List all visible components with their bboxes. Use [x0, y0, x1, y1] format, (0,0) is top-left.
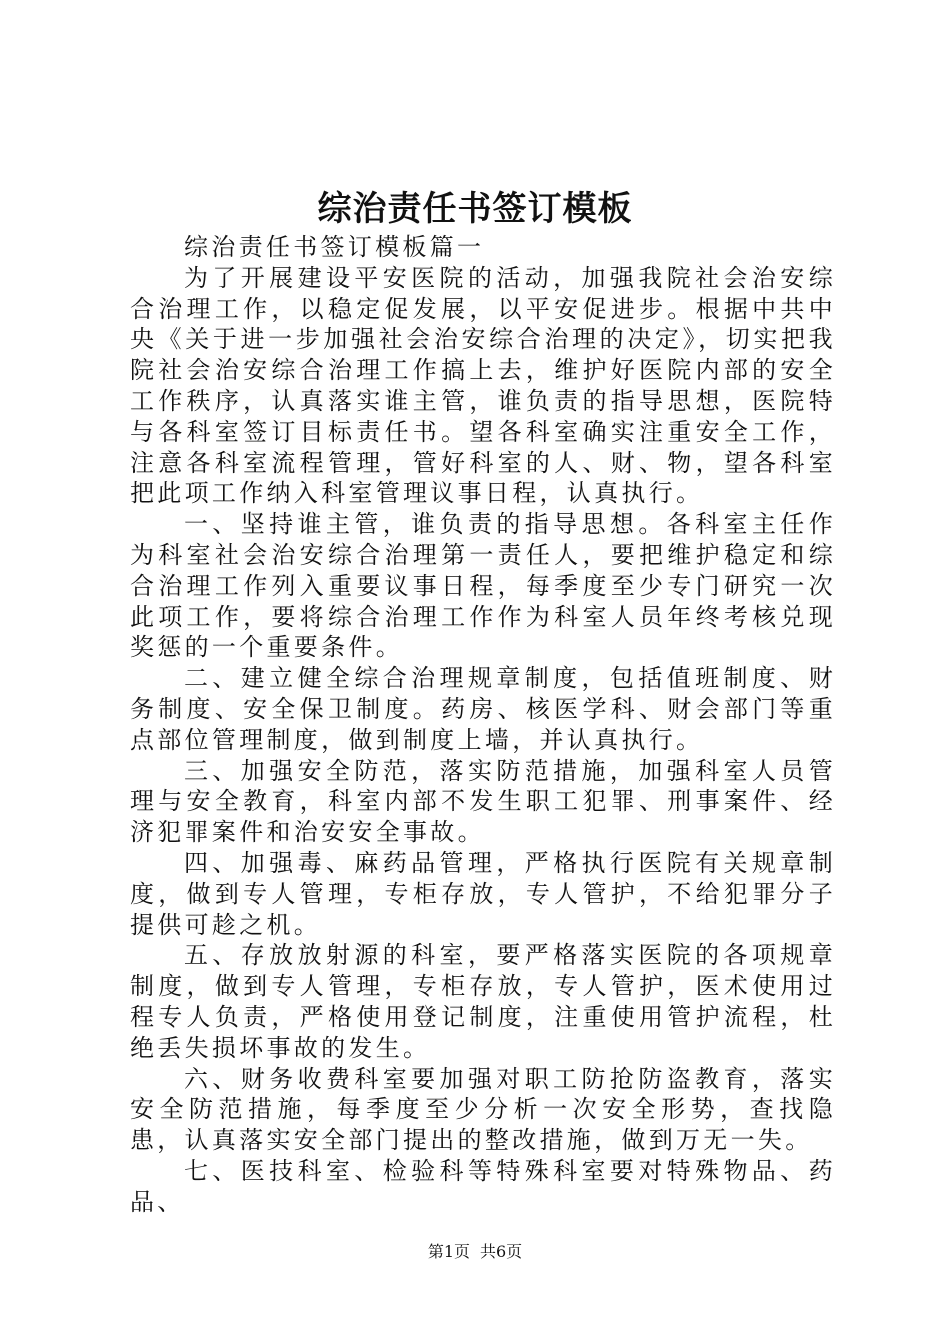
paragraph-item-1: 一、坚持谁主管，谁负责的指导思想。各科室主任作为科室社会治安综合治理第一责任人，要把维护稳定和综合治理工作列入重要议事日程，每季度至少专门研究一次此项工作，要将综合治理工作作为科室人员年终考核兑现奖惩的一个重要条件。: [130, 510, 836, 662]
page-total: 共6页: [480, 1242, 523, 1261]
page-number: 第1页: [427, 1242, 470, 1261]
document-title: 综治责任书签订模板: [317, 189, 633, 229]
paragraph-item-6: 六、财务收费科室要加强对职工防抢防盗教育，落实安全防范措施，每季度至少分析一次安全形势，查找隐患，认真落实安全部门提出的整改措施，做到万无一失。: [130, 1064, 836, 1155]
paragraph-item-3: 三、加强安全防范，落实防范措施，加强科室人员管理与安全教育，科室内部不发生职工犯罪、刑事案件、经济犯罪案件和治安安全事故。: [130, 756, 836, 847]
paragraph-intro: 为了开展建设平安医院的活动，加强我院社会治安综合治理工作，以稳定促发展，以平安促进步。根据中共中央《关于进一步加强社会治安综合治理的决定》，切实把我院社会治安综合治理工作搞上去，维护好医院内部的安全工作秩序，认真落实谁主管，谁负责的指导思想，医院特与各科室签订目标责任书。望各科室确实注重安全工作，注意各科室流程管理，管好科室的人、财、物，望各科室把此项工作纳入科室管理议事日程，认真执行。: [130, 263, 836, 508]
paragraph-item-7: 七、医技科室、检验科等特殊科室要对特殊物品、药品、: [130, 1156, 836, 1216]
paragraph-item-2: 二、建立健全综合治理规章制度，包括值班制度、财务制度、安全保卫制度。药房、核医学科、财会部门等重点部位管理制度，做到制度上墙，并认真执行。: [130, 664, 836, 754]
paragraph-item-5: 五、存放放射源的科室，要严格落实医院的各项规章制度，做到专人管理，专柜存放，专人管护，医术使用过程专人负责，严格使用登记制度，注重使用管护流程，杜绝丢失损坏事故的发生。: [130, 941, 836, 1062]
paragraph-item-4: 四、加强毒、麻药品管理，严格执行医院有关规章制度，做到专人管理，专柜存放，专人管护，不给犯罪分子提供可趁之机。: [130, 848, 836, 939]
document-body: [130, 232, 836, 1218]
subheading: 综治责任书签订模板篇一: [184, 233, 485, 261]
page-footer: [0, 1242, 950, 1262]
